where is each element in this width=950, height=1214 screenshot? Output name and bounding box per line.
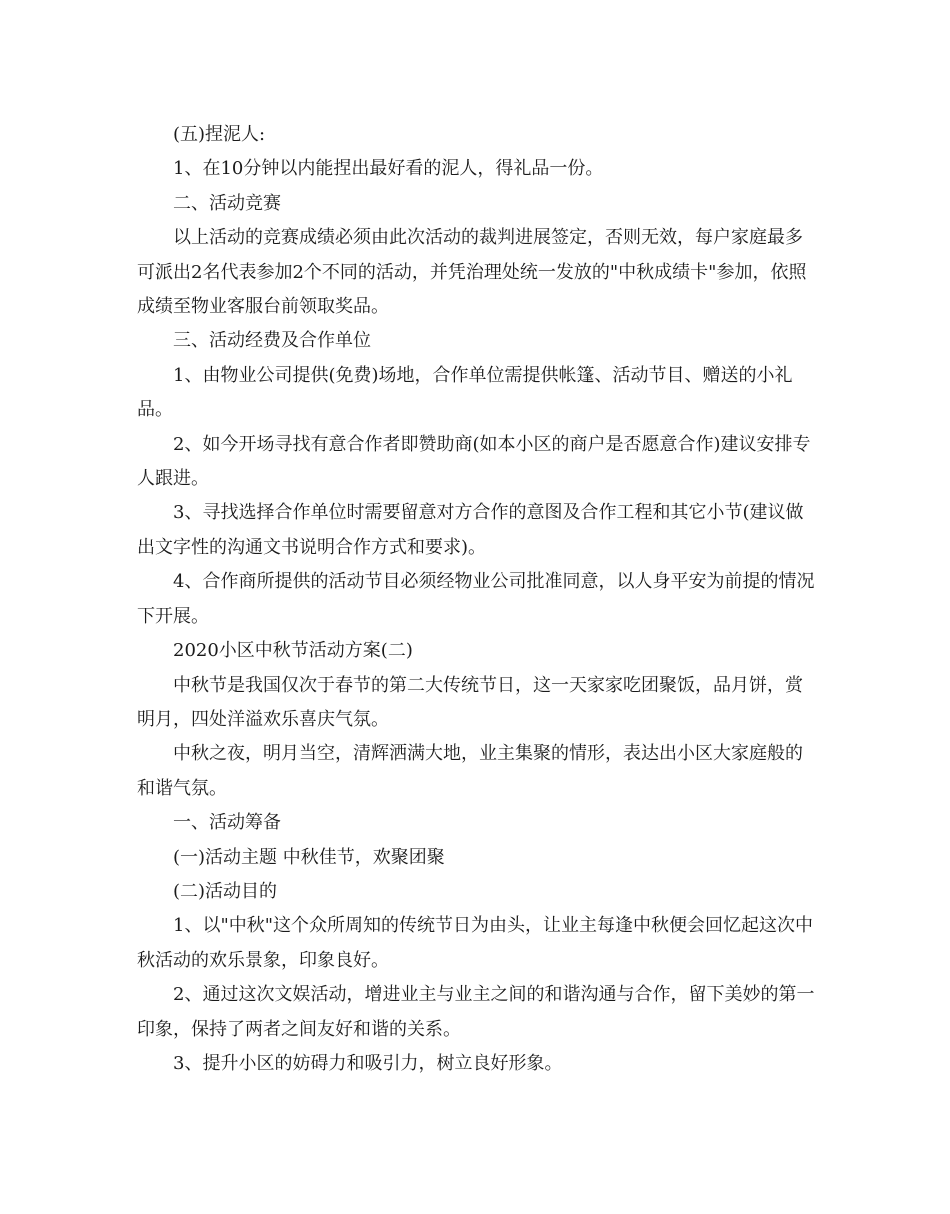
heading-preparation: 一、活动筹备	[173, 812, 281, 834]
paragraph-intro-1: 中秋节是我国仅次于春节的第二大传统节日，这一天家家吃团聚饭，品月饼，赏明月，四处洋溢欢乐喜庆气氛。	[137, 674, 803, 730]
paragraph-intro-2: 中秋之夜，明月当空，清辉洒满大地，业主集聚的情形，表达出小区大家庭般的和谐气氛。	[137, 743, 803, 799]
paragraph-clay-figures-rule: 1、在10分钟以内能捏出最好看的泥人，得礼品一份。	[173, 158, 604, 180]
paragraph-competition-rules: 以上活动的竞赛成绩必须由此次活动的裁判进展签定，否则无效，每户家庭最多可派出2名代表参加2个不同的活动，并凭治理处统一发放的"中秋成绩卡"参加，依照成绩至物业客服台前领取奖品。	[137, 227, 807, 318]
paragraph-purpose-3: 3、提升小区的妨碍力和吸引力，树立良好形象。	[173, 1052, 563, 1074]
heading-purpose: (二)活动目的	[173, 880, 278, 902]
heading-funding-partners: 三、活动经费及合作单位	[173, 330, 371, 352]
heading-competition: 二、活动竞赛	[173, 192, 281, 214]
paragraph-purpose-1: 1、以"中秋"这个众所周知的传统节日为由头，让业主每逢中秋便会回忆起这次中秋活动的欢乐景象，印象良好。	[137, 915, 814, 971]
paragraph-funding-4: 4、合作商所提供的活动节目必须经物业公司批准同意，以人身平安为前提的情况下开展。	[137, 571, 815, 627]
paragraph-funding-2: 2、如今开场寻找有意合作者即赞助商(如本小区的商户是否愿意合作)建议安排专人跟进。	[137, 433, 811, 490]
heading-clay-figures: (五)捏泥人:	[173, 124, 266, 145]
paragraph-funding-1: 1、由物业公司提供(免费)场地，合作单位需提供帐篷、活动节目、赠送的小礼品。	[137, 364, 793, 421]
heading-theme: (一)活动主题 中秋佳节，欢聚团聚	[173, 846, 445, 868]
paragraph-funding-3: 3、寻找选择合作单位时需要留意对方合作的意图及合作工程和其它小节(建议做出文字性的沟通文书说明合作方式和要求)。	[137, 502, 804, 558]
section-title-plan-two: 2020小区中秋节活动方案(二)	[173, 640, 413, 662]
document-body	[137, 118, 817, 1081]
paragraph-purpose-2: 2、通过这次文娱活动，增进业主与业主之间的和谐沟通与合作，留下美妙的第一印象，保持了两者之间友好和谐的关系。	[137, 984, 815, 1040]
